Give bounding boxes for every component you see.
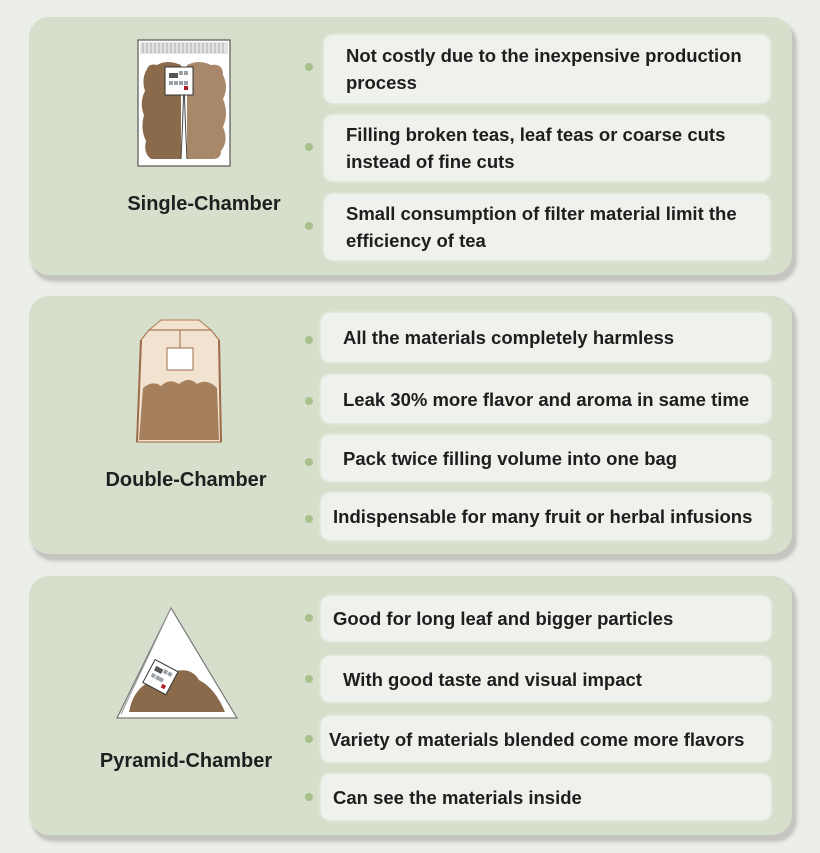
feature-text: Variety of materials blended come more flavors bbox=[329, 728, 745, 750]
single-chamber-card bbox=[29, 17, 792, 275]
bullet-icon bbox=[305, 458, 313, 466]
feature-text: Indispensable for many fruit or herbal infusions bbox=[333, 506, 753, 527]
pyramid-teabag-icon bbox=[115, 606, 241, 724]
feature-item bbox=[324, 194, 770, 260]
double-chamber-card bbox=[29, 296, 792, 554]
section-title: Double-Chamber bbox=[105, 469, 267, 491]
bullet-icon bbox=[305, 614, 313, 622]
feature-item bbox=[324, 35, 770, 103]
feature-text: Pack twice filling volume into one bag bbox=[343, 447, 678, 469]
feature-item bbox=[321, 656, 771, 702]
section-title: Pyramid-Chamber bbox=[99, 750, 273, 772]
bullet-icon bbox=[305, 675, 313, 683]
section-title: Single-Chamber bbox=[127, 193, 281, 215]
feature-text: Good for long leaf and bigger particles bbox=[333, 608, 674, 629]
feature-item bbox=[321, 596, 771, 641]
bullet-icon bbox=[305, 793, 313, 801]
bullet-icon bbox=[305, 336, 313, 344]
double-chamber-teabag-icon bbox=[129, 318, 229, 446]
feature-item bbox=[321, 375, 771, 423]
bullet-icon bbox=[305, 397, 313, 405]
feature-item bbox=[321, 716, 771, 762]
feature-text: Not costly due to the inexpensive production process bbox=[346, 45, 742, 93]
feature-item bbox=[321, 774, 771, 820]
feature-item bbox=[321, 313, 771, 362]
bullet-icon bbox=[305, 222, 313, 230]
pyramid-chamber-card bbox=[29, 576, 792, 835]
feature-item bbox=[321, 435, 771, 481]
bullet-icon bbox=[305, 143, 313, 151]
feature-text: With good taste and visual impact bbox=[343, 668, 642, 690]
feature-text: All the materials completely harmless bbox=[343, 327, 675, 348]
bullet-icon bbox=[305, 735, 313, 743]
feature-item bbox=[321, 493, 771, 540]
single-chamber-teabag-icon bbox=[137, 39, 231, 169]
feature-text: Can see the materials inside bbox=[333, 786, 582, 808]
bullet-icon bbox=[305, 63, 313, 71]
feature-text: Filling broken teas, leaf teas or coarse cuts instead of fine cuts bbox=[346, 124, 726, 172]
feature-text: Leak 30% more flavor and aroma in same time bbox=[343, 388, 750, 410]
bullet-icon bbox=[305, 515, 313, 523]
feature-item bbox=[324, 115, 770, 181]
feature-text: Small consumption of filter material limit the efficiency of tea bbox=[346, 203, 737, 251]
